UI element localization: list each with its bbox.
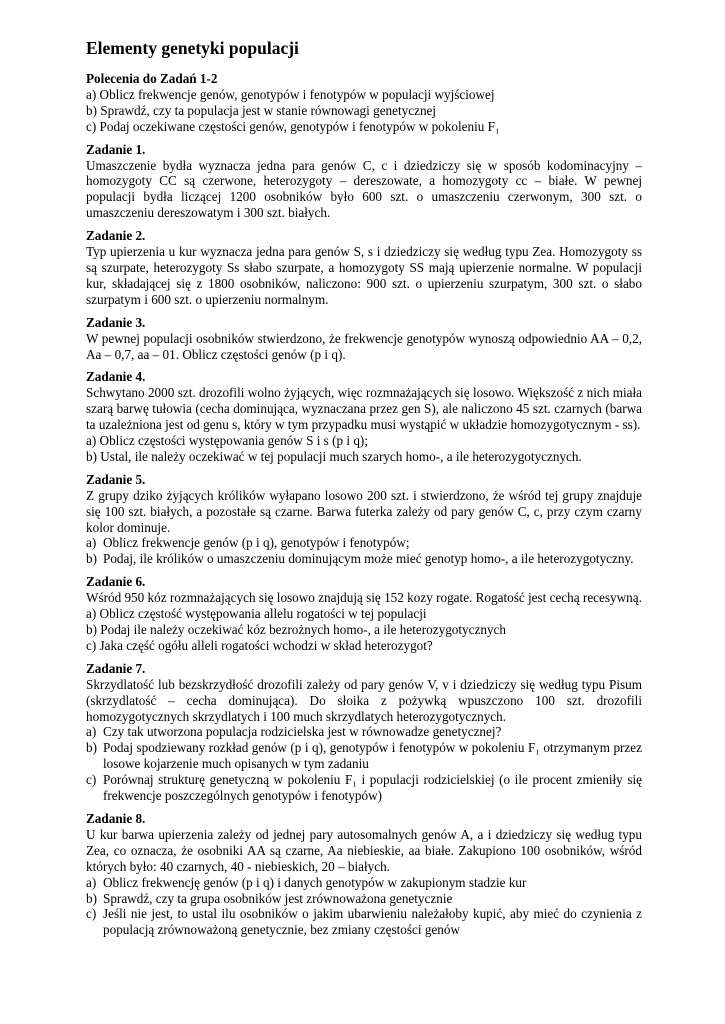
task-heading: Zadanie 5.	[86, 471, 146, 487]
task-3	[86, 315, 642, 363]
item-label: a)	[86, 535, 97, 551]
task-text: Schwytano 2000 szt. drozofili wolno żyjących, więc rozmnażających się losowo. Większość z nich miała szarą barwę tułowia (cecha dominująca, wyznaczana przez gen S), ale naliczono 45 szt. czarnych (barwa ta uzależniona jest od genu s, który w tym przypadku musi wystąpić w układzie homozygotycznym - ss).	[86, 385, 642, 433]
document-page	[86, 38, 642, 938]
task-heading: Zadanie 7.	[86, 660, 146, 676]
task-item: a) Oblicz częstości występowania genów S i s (p i q);	[86, 433, 368, 449]
item-label: a)	[86, 874, 97, 890]
task-text: Umaszczenie bydła wyznacza jedna para genów C, c i dziedziczy się w sposób kodominacyjny – homozygoty CC są czerwone, heterozygoty – dereszowate, a homozygoty cc – białe. W pewnej populacji bydła liczącej 1200 osobników było 600 szt. o umaszczeniu czerwonym, 300 szt. o umaszczeniu dereszowatym i 300 szt. białych.	[86, 157, 642, 221]
item-text: Sprawdź, czy ta grupa osobników jest zrównoważona genetycznie	[103, 890, 453, 906]
commands-list	[86, 87, 642, 135]
task-item	[86, 551, 642, 567]
task-item: b) Podaj ile należy oczekiwać kóz bezrożnych homo-, a ile heterozygotycznych	[86, 622, 506, 637]
task-heading: Zadanie 1.	[86, 141, 146, 157]
task-heading: Zadanie 4.	[86, 369, 146, 385]
task-item: b) Ustal, ile należy oczekiwać w tej populacji much szarych homo-, a ile heterozygotycznych.	[86, 448, 582, 464]
item-label: b)	[86, 740, 97, 756]
item-text: Oblicz frekwencję genów (p i q) i danych genotypów w zakupionym stadzie kur	[103, 874, 527, 890]
task-heading: Zadanie 8.	[86, 810, 146, 826]
item-text: Podaj, ile królików o umaszczeniu dominującym może mieć genotyp homo-, a ile heterozygotyczny.	[103, 551, 634, 567]
task-heading: Zadanie 3.	[86, 314, 146, 330]
commands-heading: Polecenia do Zadań 1-2	[86, 71, 218, 86]
item-text: Jeśli nie jest, to ustal ilu osobników o jakim ubarwieniu należałoby kupić, aby mieć do czynienia z populacją zrównoważoną genetycznie, bez zmiany częstości genów	[103, 906, 642, 938]
command-item: c) Podaj oczekiwane częstości genów, genotypów i fenotypów w pokoleniu F₁	[86, 118, 500, 134]
task-text: W pewnej populacji osobników stwierdzono, że frekwencje genotypów wynoszą odpowiednio AA – 0,2, Aa – 0,7, aa – 01. Oblicz częstości genów (p i q).	[86, 330, 642, 362]
task-4	[86, 369, 642, 464]
task-heading: Zadanie 2.	[86, 228, 146, 244]
task-8	[86, 811, 642, 938]
item-label: c)	[86, 906, 97, 922]
task-text: U kur barwa upierzenia zależy od jednej pary autosomalnych genów A, a i dziedziczy się według typu Zea, co oznacza, że osobniki AA są czarne, Aa niebieskie, aa białe. Zakupiono 100 osobników, wśród których było: 40 czarnych, 40 - niebieskich, 20 – białych.	[86, 826, 642, 874]
task-text: Skrzydlatość lub bezskrzydłość drozofili zależy od pary genów V, v i dziedziczy się według typu Pisum (skrzydlatość – cecha dominująca). Do słoika z pożywką wpuszczono 100 szt. drozofili homozygotycznych skrzydlatych i 100 much skrzydlatych heterozygotycznych.	[86, 676, 642, 724]
item-text: Oblicz frekwencje genów (p i q), genotypów i fenotypów;	[103, 535, 410, 551]
task-6	[86, 574, 642, 654]
task-item	[86, 891, 642, 907]
task-item	[86, 875, 642, 891]
task-item	[86, 740, 642, 772]
task-text: Z grupy dziko żyjących królików wyłapano losowo 200 szt. i stwierdzono, że wśród tej grupy znajduje się 100 szt. białych, a pozostałe są czarne. Barwa futerka zależy od pary genów C, c, przy czym czarny kolor dominuje.	[86, 487, 642, 535]
task-1	[86, 142, 642, 222]
task-text: Typ upierzenia u kur wyznacza jedna para genów S, s i dziedziczy się według typu Zea. Homozygoty ss są szurpate, heterozygoty Ss słabo szurpate, a homozygoty SS mają upierzenie normalne. W populacji kur, składającej się z 1800 osobników, naliczono: 900 szt. o upierzeniu szurpatym, 300 szt. o słabo szurpatym i 600 szt. o upierzeniu normalnym.	[86, 244, 642, 307]
page-title: Elementy genetyki populacji	[86, 38, 299, 58]
command-item: a) Oblicz frekwencje genów, genotypów i fenotypów w populacji wyjściowej	[86, 86, 495, 102]
item-label: b)	[86, 890, 97, 906]
task-item	[86, 906, 642, 938]
task-item	[86, 535, 642, 551]
task-2	[86, 228, 642, 308]
item-text: Podaj spodziewany rozkład genów (p i q), genotypów i fenotypów w pokoleniu F₁ otrzymanym przez losowe kojarzenie much opisanych w tym zadaniu	[103, 740, 642, 772]
item-text: Czy tak utworzona populacja rodzicielska jest w równowadze genetycznej?	[103, 724, 502, 740]
task-item	[86, 772, 642, 804]
command-item: b) Sprawdź, czy ta populacja jest w stanie równowagi genetycznej	[86, 102, 437, 118]
task-item: a) Oblicz częstość występowania allelu rogatości w tej populacji	[86, 606, 427, 622]
item-label: b)	[86, 551, 97, 567]
item-label: c)	[86, 772, 97, 788]
task-5	[86, 472, 642, 567]
item-label: a)	[86, 724, 97, 740]
item-text: Porównaj strukturę genetyczną w pokoleniu F₁ i populacji rodzicielskiej (o ile procent zmieniły się frekwencje poszczególnych genotypów i fenotypów)	[103, 772, 642, 804]
task-heading: Zadanie 6.	[86, 574, 146, 590]
task-text: Wśród 950 kóz rozmnażających się losowo znajdują się 152 kozy rogate. Rogatość jest cechą recesywną.	[86, 590, 642, 606]
task-item: c) Jaka część ogółu alleli rogatości wchodzi w skład heterozygot?	[86, 637, 433, 653]
task-7	[86, 661, 642, 804]
task-item	[86, 724, 642, 740]
